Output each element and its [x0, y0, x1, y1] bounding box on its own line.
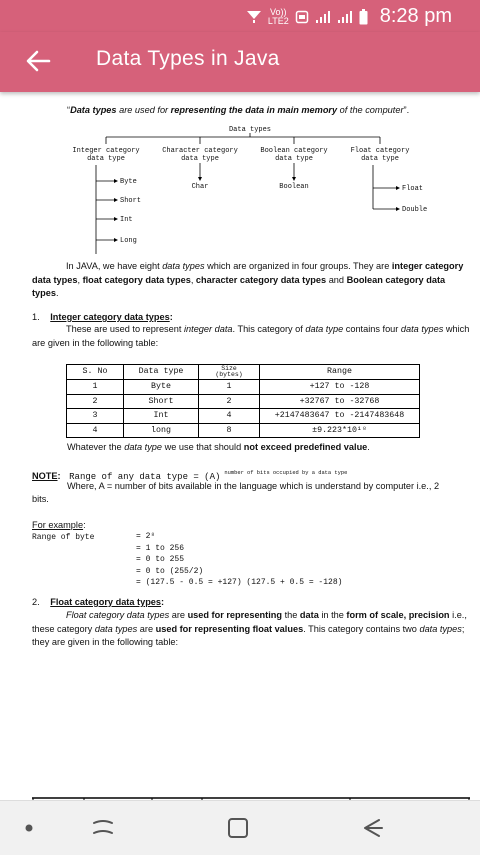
- table-row: [67, 380, 420, 395]
- intro-term: Data types: [70, 105, 117, 115]
- dot-icon[interactable]: [12, 811, 46, 845]
- table-cell: 1: [199, 380, 260, 395]
- network-label-top: Vo)): [270, 6, 287, 17]
- diagram-type-char: Char: [191, 183, 209, 191]
- table-cell: long: [124, 423, 199, 438]
- table-header-row: [67, 365, 420, 380]
- table-row: [67, 423, 420, 438]
- predefined-value-line: [67, 441, 370, 455]
- integer-types-table: [66, 364, 420, 438]
- app-bar: [0, 32, 480, 92]
- desc-term: Float category data types: [66, 610, 170, 620]
- diagram-category-float: Float category: [350, 147, 410, 155]
- desc-term: integer data: [183, 324, 233, 334]
- diagram-root: Data types: [228, 126, 272, 134]
- section-heading-float: [32, 596, 164, 610]
- home-icon[interactable]: [221, 811, 255, 845]
- desc-text: These are used to represent: [66, 324, 184, 334]
- desc-text: contains four: [343, 324, 401, 334]
- example-step: = (127.5 - 0.5 = +127) (127.5 + 0.5 = -128): [136, 578, 343, 587]
- desc-text: . This category contains two: [303, 623, 420, 634]
- section-title: Integer category data types: [50, 312, 170, 322]
- para-bold: integer category data types: [32, 261, 464, 285]
- para-bold: character category data types: [195, 274, 327, 285]
- note-superscript: number of bits occupied by a data type: [224, 470, 348, 476]
- diagram-category-boolean: Boolean category: [260, 147, 328, 155]
- status-bar: [0, 0, 480, 32]
- table-cell: +127 to -128: [260, 380, 420, 395]
- page-title: Data Types in Java: [96, 47, 280, 70]
- example-step: = 0 to 255: [136, 555, 185, 564]
- para-text: .: [56, 288, 59, 298]
- diagram-category-integer: Integer category: [72, 147, 140, 155]
- note-colon: :: [57, 471, 61, 481]
- network-label-bottom: LTE2: [267, 15, 289, 26]
- para-text: and: [326, 274, 347, 285]
- diagram-type-float: Float: [402, 185, 424, 193]
- example-range-label: Range of byte: [32, 533, 95, 542]
- recents-icon[interactable]: [86, 811, 120, 845]
- status-icons: [246, 5, 452, 28]
- table-cell: 4: [199, 409, 260, 424]
- note-where-line-end: bits.: [32, 494, 49, 504]
- section-colon: :: [169, 312, 173, 322]
- intro-line: [67, 104, 409, 118]
- table-header: Size (bytes): [199, 365, 260, 380]
- table-cell: Int: [124, 409, 199, 424]
- table-cell: 2: [199, 394, 260, 409]
- note-label: NOTE: [32, 471, 58, 481]
- diagram-type-long: Long: [120, 237, 137, 245]
- diagram-type-int: Int: [120, 216, 133, 224]
- overview-paragraph: [32, 260, 470, 301]
- notification-icon: [246, 10, 262, 24]
- desc-text: are: [169, 610, 188, 620]
- line-text: we use that should: [162, 442, 244, 452]
- para-text: ,: [77, 274, 83, 285]
- desc-text: ; they are given in the following table:: [32, 623, 465, 647]
- table-cell: Byte: [124, 380, 199, 395]
- table-row: [67, 409, 420, 424]
- desc-text: the: [282, 610, 300, 620]
- desc-text: are: [137, 623, 156, 634]
- example-step: = 0 to (255/2): [136, 566, 204, 576]
- note-formula: Range of any data type = (A): [69, 472, 221, 482]
- para-bold: float category data types: [82, 274, 191, 285]
- diagram-category-integer-sub: data type: [87, 155, 125, 163]
- diagram-type-short: Short: [120, 197, 142, 205]
- diagram-category-character: Character category: [162, 147, 238, 155]
- signal-icon: [337, 10, 353, 24]
- line-term: data type: [124, 442, 163, 452]
- section-title: Float category data types: [50, 597, 162, 607]
- navigation-bar: [0, 800, 480, 855]
- section-colon: :: [161, 597, 165, 607]
- table-cell: Short: [124, 394, 199, 409]
- table-cell: 4: [67, 423, 124, 438]
- table-cell: 3: [67, 409, 124, 424]
- back-icon[interactable]: [355, 811, 389, 845]
- intro-text-end: of the computer: [337, 105, 404, 115]
- example-step: = 1 to 256: [136, 543, 185, 553]
- example-colon: :: [83, 520, 86, 530]
- document-view[interactable]: [0, 92, 480, 800]
- note-where-line: Where, A = number of bits available in the language which is understand by computer i.e., 2: [67, 481, 440, 491]
- cast-icon: [295, 10, 309, 24]
- desc-term: data types: [400, 324, 444, 334]
- desc-term: data types: [419, 623, 462, 634]
- intro-text: are used for: [116, 105, 171, 115]
- section-number: 2.: [32, 597, 40, 607]
- para-text: In JAVA, we have eight: [66, 261, 163, 271]
- arrow-left-icon[interactable]: [24, 47, 52, 75]
- quote-close: ”.: [403, 105, 410, 115]
- diagram-category-float-sub: data type: [361, 155, 399, 163]
- para-text: ,: [190, 274, 196, 285]
- line-bold: not exceed predefined value: [243, 442, 368, 452]
- line-text: Whatever the: [67, 442, 125, 452]
- volte-icon: [268, 8, 289, 26]
- table-cell: 1: [67, 380, 124, 395]
- integer-description: [32, 323, 470, 350]
- example-label: For example: [32, 520, 84, 530]
- desc-text: which are given in the following table:: [32, 324, 470, 348]
- diagram-type-byte: Byte: [120, 178, 137, 186]
- table-cell: 8: [199, 423, 260, 438]
- para-text: which are organized in four groups. They are: [204, 261, 392, 271]
- data-types-diagram: [60, 124, 440, 254]
- table-cell: 2: [67, 394, 124, 409]
- table-row: [67, 394, 420, 409]
- desc-bold: data: [299, 610, 319, 620]
- table-header: S. No: [67, 365, 124, 380]
- desc-bold: used for representing float values: [155, 623, 304, 634]
- line-text: .: [367, 442, 370, 452]
- para-term: data types: [162, 261, 205, 271]
- intro-emphasis: representing the data in main memory: [170, 105, 338, 115]
- diagram-type-double: Double: [402, 206, 428, 214]
- desc-term: data types: [94, 623, 138, 634]
- para-bold: Boolean category data types: [32, 274, 446, 298]
- section-number: 1.: [32, 312, 40, 322]
- table-cell: ±9.223*10¹⁸: [260, 423, 420, 438]
- float-description: [32, 609, 470, 650]
- diagram-category-boolean-sub: data type: [275, 155, 313, 163]
- diagram-category-character-sub: data type: [181, 155, 219, 163]
- signal-icon: [315, 10, 331, 24]
- table-cell: +2147483647 to -2147483648: [260, 409, 420, 424]
- desc-bold: form of scale, precision: [346, 610, 450, 620]
- desc-term: data type: [305, 324, 344, 334]
- quote-open: “: [67, 105, 71, 115]
- desc-text: . This category of: [232, 324, 306, 334]
- table-header: Range: [260, 365, 420, 380]
- desc-text: in the: [318, 610, 347, 620]
- desc-bold: used for representing: [187, 610, 283, 620]
- example-step: = 2⁸: [136, 532, 156, 541]
- desc-text: i.e., these category: [32, 610, 467, 634]
- example-steps: [136, 531, 342, 589]
- clock: 8:28 pm: [379, 5, 452, 27]
- table-cell: +32767 to -32768: [260, 394, 420, 409]
- diagram-type-boolean: Boolean: [279, 183, 309, 191]
- table-header: Data type: [124, 365, 199, 380]
- battery-icon: [359, 9, 368, 25]
